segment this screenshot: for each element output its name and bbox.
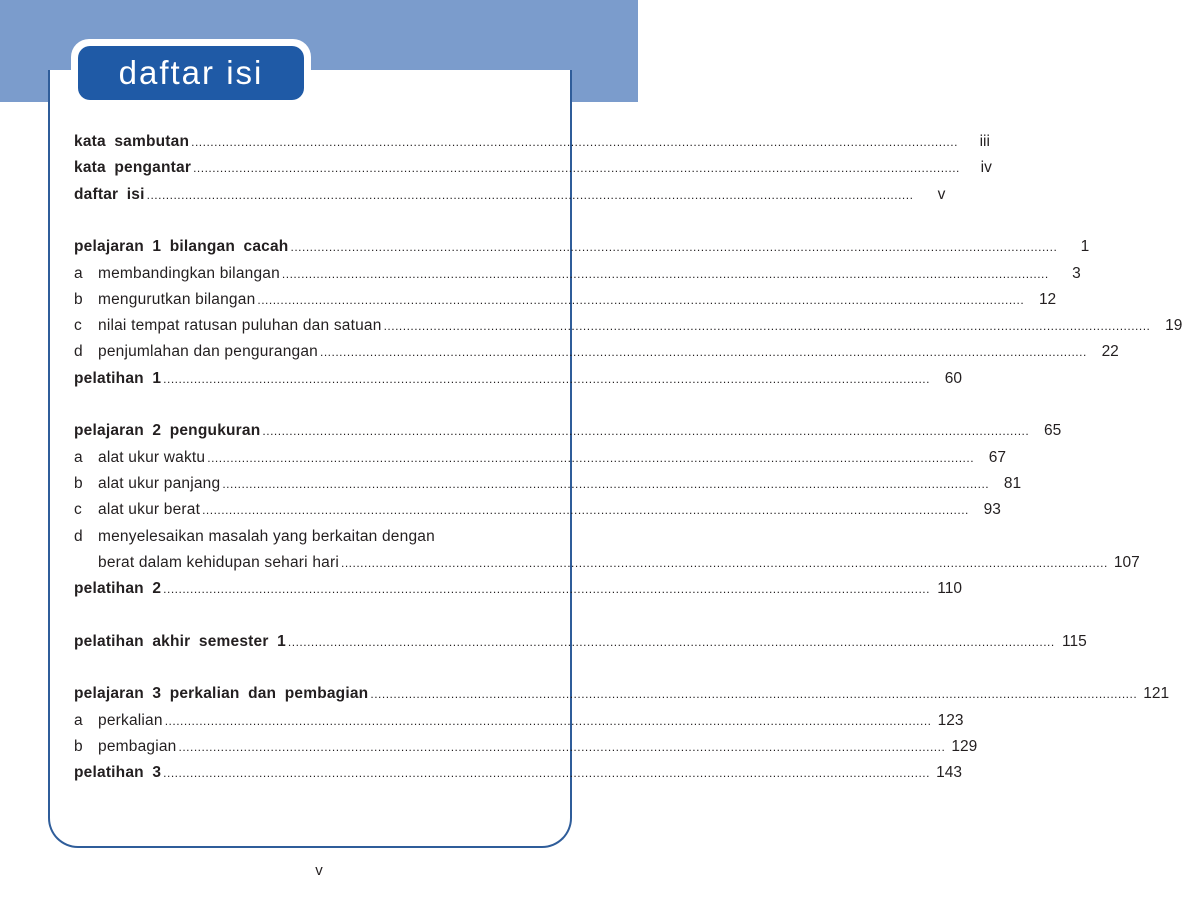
toc-entry [74, 546, 1140, 572]
toc-leader-dots: ........................................................................................................................................................................................................ [207, 450, 975, 465]
toc-entry-title [74, 449, 205, 467]
toc-entry-page: 65 [1043, 422, 1062, 440]
toc-leader-dots: ........................................................................................................................................................................................................ [340, 555, 1108, 570]
toc-entry-title [74, 265, 280, 283]
toc-entry-text: pelajaran 3 perkalian dan pembagian [74, 685, 369, 703]
toc-entry-page: 1 [1080, 238, 1090, 256]
toc-entry-text: berat dalam kehidupan sehari hari [98, 553, 339, 571]
toc-leader-dots: ........................................................................................................................................................................................................ [193, 161, 960, 176]
toc-entry-page: iii [979, 133, 990, 150]
toc-entry-page: 12 [1038, 290, 1057, 308]
toc-leader-dots: ........................................................................................................................................................................................................ [262, 424, 1030, 439]
toc-entry-letter: a [74, 448, 83, 466]
toc-entry-text: kata pengantar [74, 159, 192, 177]
toc-entry-title [74, 738, 177, 756]
toc-entry-page: 81 [1003, 474, 1022, 492]
toc-entry-title [74, 159, 191, 177]
toc-entry-text: alat ukur waktu [98, 448, 206, 466]
toc-entry-page: 93 [983, 501, 1001, 519]
toc-leader-dots: ........................................................................................................................................................................................................ [178, 739, 946, 754]
toc-entry-text: perkalian [98, 711, 163, 729]
toc-entry-page: 60 [944, 369, 962, 387]
toc-entry-page: 123 [937, 711, 964, 729]
toc-entry [74, 572, 962, 598]
toc-entry-title [74, 554, 339, 572]
toc-entry-text: daftar isi [74, 185, 145, 203]
toc-entry [74, 230, 1090, 256]
page-title: daftar isi [78, 46, 304, 100]
toc-entry-text: pembagian [98, 737, 177, 755]
toc-leader-dots: ........................................................................................................................................................................................................ [383, 319, 1151, 334]
toc-entry [74, 730, 978, 756]
toc-entry-letter: a [74, 264, 83, 282]
toc-leader-dots: ........................................................................................................................................................................................................ [257, 292, 1025, 307]
toc-entry-title [74, 685, 368, 703]
toc-entry-letter: b [74, 737, 83, 755]
toc-entry [74, 704, 964, 730]
toc-entry-title [74, 133, 189, 151]
toc-entry-page: 19 [1165, 317, 1182, 335]
toc-entry-letter: b [74, 290, 83, 308]
toc-entry-page: iv [980, 159, 992, 177]
toc-leader-dots: ........................................................................................................................................................................................................ [281, 266, 1049, 281]
toc-entry-title [74, 528, 435, 546]
toc-entry [74, 625, 1087, 651]
toc-entry-page: 115 [1061, 632, 1087, 650]
toc-entry [74, 125, 990, 151]
toc-leader-dots: ........................................................................................................................................................................................................ [287, 634, 1055, 649]
toc-entry-text: menyelesaikan masalah yang berkaitan dengan [98, 527, 435, 545]
toc-entry [74, 677, 1170, 703]
toc-entry [74, 493, 1001, 519]
toc-entry-text: pelatihan 2 [74, 580, 162, 598]
toc-leader-dots: ........................................................................................................................................................................................................ [222, 476, 990, 491]
toc-entry-page: 22 [1101, 343, 1119, 361]
toc-entry-page: v [937, 185, 946, 203]
toc-leader-dots: ........................................................................................................................................................................................................ [164, 713, 932, 728]
toc-entry [74, 309, 1182, 335]
page-number: v [315, 862, 323, 879]
toc-entry-letter: c [74, 501, 82, 519]
toc-entry-page: 143 [936, 764, 962, 782]
toc-entry [74, 467, 1022, 493]
toc-leader-dots: ........................................................................................................................................................................................................ [146, 187, 914, 202]
toc-entry-text: nilai tempat ratusan puluhan dan satuan [98, 317, 382, 335]
toc-entry-title [74, 580, 161, 598]
toc-entry-letter: b [74, 474, 83, 492]
toc-entry-text: alat ukur berat [98, 501, 201, 519]
toc-entry-title [74, 238, 288, 256]
toc-entry-title [74, 712, 163, 730]
toc-entry-page: 67 [988, 448, 1007, 466]
toc-entry-text: pelajaran 1 bilangan cacah [74, 238, 289, 256]
toc-entry [74, 414, 1062, 440]
toc-entry-title [74, 422, 260, 440]
toc-entry-page: 110 [937, 580, 962, 598]
toc-entry-text: penjumlahan dan pengurangan [98, 343, 319, 361]
toc-entry [74, 178, 946, 204]
toc-leader-dots: ........................................................................................................................................................................................................ [290, 240, 1058, 255]
toc-entry [74, 151, 992, 177]
toc-entry-text: pelajaran 2 pengukuran [74, 422, 261, 440]
toc-leader-dots: ........................................................................................................................................................................................................ [163, 582, 930, 597]
toc-entry [74, 283, 1057, 309]
toc-entry-text: alat ukur panjang [98, 474, 221, 492]
toc-entry-letter: a [74, 711, 83, 729]
toc-entry-title [74, 475, 220, 493]
toc-entry-page: 121 [1143, 685, 1170, 703]
toc-entry-title [74, 186, 145, 204]
toc-entry [74, 520, 554, 546]
toc-entry-text: pelatihan akhir semester 1 [74, 632, 286, 650]
toc-entry-text: pelatihan 1 [74, 369, 162, 387]
toc-leader-dots: ........................................................................................................................................................................................................ [191, 135, 958, 149]
toc-entry-text: mengurutkan bilangan [98, 290, 256, 308]
toc-entry [74, 441, 1007, 467]
toc-entry-letter: c [74, 317, 82, 335]
toc-leader-dots: ........................................................................................................................................................................................................ [320, 345, 1087, 360]
toc-entry-letter: d [74, 527, 83, 545]
toc-entry-title [74, 764, 161, 782]
toc-entry [74, 756, 962, 782]
toc-entry-title [74, 291, 255, 309]
toc-entry [74, 257, 1081, 283]
toc-leader-dots: ........................................................................................................................................................................................................ [163, 766, 930, 781]
toc-entry-title [74, 317, 382, 335]
toc-entry [74, 335, 1119, 361]
toc-entry-page: 107 [1113, 553, 1140, 571]
toc-leader-dots: ........................................................................................................................................................................................................ [163, 371, 930, 386]
toc-entry-page: 129 [951, 737, 978, 755]
toc-entry-title [74, 501, 200, 519]
toc-leader-dots: ........................................................................................................................................................................................................ [370, 687, 1138, 702]
toc-entry-text: pelatihan 3 [74, 764, 162, 782]
toc-entry-title [74, 633, 286, 651]
toc-entry-title [74, 370, 161, 388]
toc-entry-letter: d [74, 343, 83, 361]
toc-entry [74, 362, 962, 388]
toc-entry-text: kata sambutan [74, 133, 190, 150]
toc-entry-text: membandingkan bilangan [98, 264, 280, 282]
toc-entry-title [74, 343, 318, 361]
toc-entry-page: 3 [1072, 264, 1081, 282]
toc-leader-dots: ........................................................................................................................................................................................................ [202, 503, 969, 518]
